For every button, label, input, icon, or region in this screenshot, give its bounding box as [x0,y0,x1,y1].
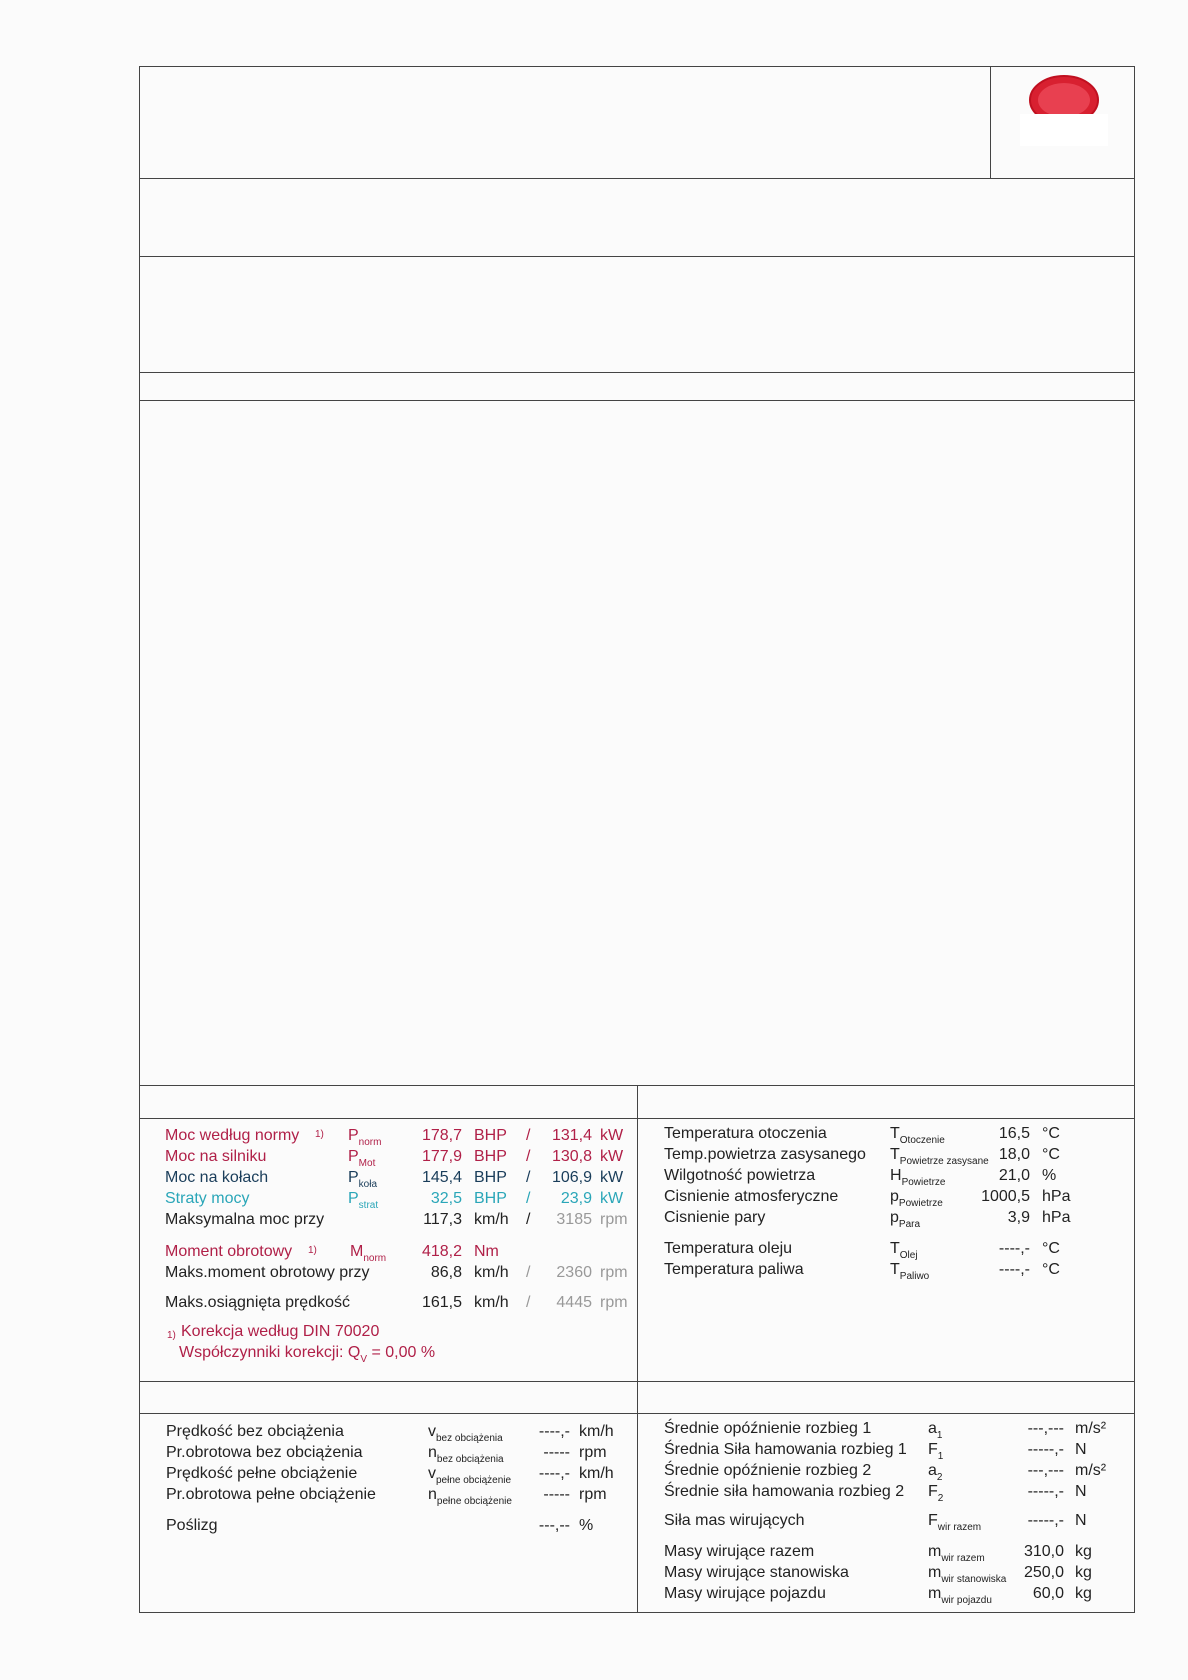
slip-row-unit: % [579,1517,594,1534]
power-row-label: Maksymalna moc przy [165,1211,325,1228]
torque-symbol: $M_{norm}$ [350,1243,387,1264]
power-row-symbol: $P_{norm}$ [348,1127,382,1148]
power-row-symbol: $P_{koła}$ [348,1169,378,1190]
env-row-unit: % [1042,1167,1057,1184]
inertia-row-unit: kg [1075,1564,1092,1581]
inertia-row-symbol: $m_{wir stanowiska}$ [928,1564,1007,1585]
torque-at-sep: / [526,1264,531,1281]
vmax-label: Maks.osiągnięta prędkość [165,1294,350,1311]
env-row-symbol: $p_{Para}$ [890,1209,921,1230]
env-row-symbol: $T_{Otoczenie}$ [890,1125,945,1146]
env-row-label: Cisnienie pary [664,1209,766,1226]
inertia-row-symbol: $F_1$ [928,1441,944,1462]
power-row-value1: 32,5 [430,1190,462,1207]
slip-row-symbol: $v_{pełne obciążenie}$ [428,1465,512,1486]
env-row-symbol: $T_{Olej}$ [890,1240,918,1261]
inertia-row-value: 250,0 [1023,1564,1064,1581]
inertia-row-value: 310,0 [1023,1543,1064,1560]
env-row-symbol: $H_{Powietrze}$ [890,1167,946,1188]
slip-row-value: ----,- [538,1423,570,1440]
power-row-unit1: BHP [474,1169,507,1186]
power-row-unit1: BHP [474,1148,507,1165]
inertia-row-value: -----,- [1027,1512,1064,1529]
slip-row-symbol: $v_{bez obciążenia}$ [428,1423,503,1444]
env-row-label: Temperatura paliwa [664,1261,804,1278]
slip-row-value: ----- [543,1444,570,1461]
inertia-row-label: Masy wirujące razem [664,1543,815,1560]
env-row-label: Wilgotność powietrza [664,1167,816,1184]
power-row-unit1: BHP [474,1127,507,1144]
inertia-row-label: Średnie opóźnienie rozbieg 1 [664,1420,872,1437]
power-row-sep: / [526,1211,531,1228]
inertia-row-label: Masy wirujące stanowiska [664,1564,849,1581]
inertia-row-value: -----,- [1027,1483,1064,1500]
env-row-unit: hPa [1042,1188,1071,1205]
env-row-value: 16,5 [998,1125,1030,1142]
correction-label: Korekcja według DIN 70020 [181,1323,380,1340]
slip-row-unit: km/h [579,1423,614,1440]
slip-row-label: Pr.obrotowa pełne obciążenie [166,1486,376,1503]
env-row-unit: °C [1042,1261,1060,1278]
dyno-chart [139,400,1135,1090]
slip-row-value: ----,- [538,1465,570,1482]
vmax-value1: 161,5 [421,1294,462,1311]
torque-note: 1) [308,1245,317,1256]
torque-at-value2: 2360 [556,1264,592,1281]
inertia-row-symbol: $m_{wir pojazdu}$ [928,1585,992,1606]
slip-row-value: ----- [543,1486,570,1503]
inertia-row-value: 60,0 [1032,1585,1064,1602]
inertia-row-value: -----,- [1027,1441,1064,1458]
power-row-unit2: kW [600,1190,624,1207]
slip-row-unit: km/h [579,1465,614,1482]
env-row-unit: hPa [1042,1209,1071,1226]
torque-value: 418,2 [421,1243,462,1260]
inertia-row-symbol: $a_1$ [928,1420,943,1441]
slip-row-label: Pr.obrotowa bez obciążenia [166,1444,363,1461]
env-row-symbol: $p_{Powietrze}$ [890,1188,943,1209]
vmax-value2: 4445 [556,1294,592,1311]
vmax-unit2: rpm [600,1294,628,1311]
env-row-label: Temperatura oleju [664,1240,793,1257]
inertia-row-value: ---,--- [1027,1420,1064,1437]
power-row-label: Straty mocy [165,1190,250,1207]
inertia-row-unit: N [1075,1483,1087,1500]
env-row-label: Temperatura otoczenia [664,1125,827,1142]
correction-coef: Współczynniki korekcji: $Q_V = 0,00$ % [179,1344,436,1365]
slip-row-symbol: $n_{bez obciążenia}$ [428,1444,504,1465]
torque-at-unit1: km/h [474,1264,509,1281]
env-row-symbol: $T_{Powietrze zasysane}$ [890,1146,989,1167]
power-row-value1: 178,7 [421,1127,462,1144]
power-row-value1: 145,4 [421,1169,462,1186]
power-row-value1: 177,9 [421,1148,462,1165]
inertia-row-label: Średnia Siła hamowania rozbieg 1 [664,1441,907,1458]
inertia-row-unit: m/s² [1075,1420,1107,1437]
slip-row-label: Prędkość pełne obciążenie [166,1465,358,1482]
power-row-symbol: $P_{Mot}$ [348,1148,376,1169]
power-row-label: Moc według normy [165,1127,300,1144]
vmax-sep: / [526,1294,531,1311]
power-row-unit2: kW [600,1148,624,1165]
torque-at-value1: 86,8 [430,1264,462,1281]
env-row-label: Cisnienie atmosferyczne [664,1188,839,1205]
power-row-unit2: rpm [600,1211,628,1228]
inertia-row-label: Siła mas wirujących [664,1512,805,1529]
env-row-value: 1000,5 [981,1188,1030,1205]
env-row-value: 18,0 [998,1146,1030,1163]
env-row-label: Temp.powietrza zasysanego [664,1146,866,1163]
power-row-symbol: $P_{strat}$ [348,1190,379,1211]
slip-row-label: Prędkość bez obciążenia [166,1423,344,1440]
inertia-row-symbol: $F_{wir razem}$ [928,1512,982,1533]
power-row-sep: / [526,1148,531,1165]
slip-row-symbol: $n_{pełne obciążenie}$ [428,1486,512,1507]
inertia-row-unit: kg [1075,1585,1092,1602]
inertia-row-unit: m/s² [1075,1462,1107,1479]
env-row-value: 3,9 [1007,1209,1030,1226]
inertia-row-label: Masy wirujące pojazdu [664,1585,826,1602]
power-row-unit2: kW [600,1127,624,1144]
slip-row-unit: rpm [579,1486,607,1503]
torque-unit: Nm [474,1243,499,1260]
correction-note: 1) [167,1330,176,1341]
power-row-value1: 117,3 [423,1211,462,1228]
env-row-unit: °C [1042,1146,1060,1163]
env-row-value: ----,- [998,1261,1030,1278]
power-row-unit1: km/h [474,1211,509,1228]
env-row-unit: °C [1042,1125,1060,1142]
inertia-row-unit: N [1075,1512,1087,1529]
power-row-value2: 131,4 [551,1127,592,1144]
power-row-sep: / [526,1190,531,1207]
inertia-row-unit: kg [1075,1543,1092,1560]
env-row-unit: °C [1042,1240,1060,1257]
power-row-value2: 23,9 [560,1190,592,1207]
maha-logo [1010,74,1122,154]
vmax-unit1: km/h [474,1294,509,1311]
power-row-value2: 130,8 [551,1148,592,1165]
slip-row-label: Poślizg [166,1517,218,1534]
slip-row-unit: rpm [579,1444,607,1461]
torque-at-label: Maks.moment obrotowy przy [165,1264,370,1281]
slip-row-value: ---,-- [538,1517,570,1534]
inertia-row-label: Średnie siła hamowania rozbieg 2 [664,1483,905,1500]
power-row-label: Moc na silniku [165,1148,267,1165]
power-row-unit1: BHP [474,1190,507,1207]
torque-at-unit2: rpm [600,1264,628,1281]
power-row-label: Moc na kołach [165,1169,269,1186]
inertia-row-symbol: $F_2$ [928,1483,944,1504]
inertia-row-value: ---,--- [1027,1462,1064,1479]
power-row-sep: / [526,1169,531,1186]
power-row-note: 1) [315,1129,324,1140]
power-row-unit2: kW [600,1169,624,1186]
inertia-row-symbol: $m_{wir razem}$ [928,1543,985,1564]
inertia-row-label: Średnie opóźnienie rozbieg 2 [664,1462,872,1479]
inertia-row-unit: N [1075,1441,1087,1458]
env-row-symbol: $T_{Paliwo}$ [890,1261,930,1282]
power-row-value2: 106,9 [551,1169,592,1186]
torque-label: Moment obrotowy [165,1243,293,1260]
power-row-value2: 3185 [556,1211,592,1228]
env-row-value: 21,0 [998,1167,1030,1184]
env-row-value: ----,- [998,1240,1030,1257]
inertia-row-symbol: $a_2$ [928,1462,943,1483]
power-row-sep: / [526,1127,531,1144]
